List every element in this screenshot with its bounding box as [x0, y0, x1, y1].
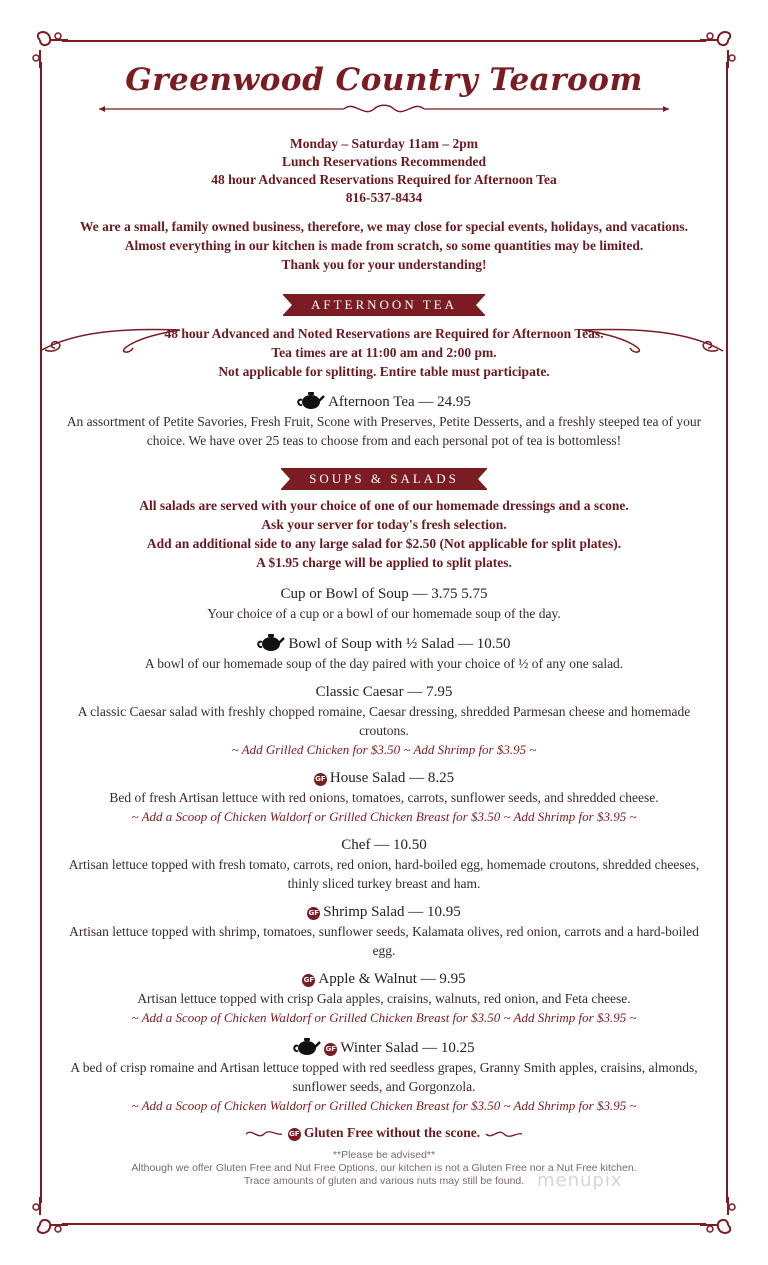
item-description: A classic Caesar salad with freshly chopped romaine, Caesar dressing, shredded Parmesan cheese and homemade croutons. — [77, 704, 691, 738]
item-name: Winter Salad — 10.25 — [340, 1040, 475, 1056]
reservation-line: Lunch Reservations Recommended — [282, 154, 486, 169]
menu-item-soup — [60, 584, 708, 623]
note-line: All salads are served with your choice of one of our homemade dressings and a scone. — [139, 498, 629, 513]
item-addon: ~ Add a Scoop of Chicken Waldorf or Grilled Chicken Breast for $3.50 ~ Add Shrimp for $3.95 ~ — [131, 809, 637, 824]
flourish-right-icon — [578, 326, 728, 356]
soups-salads-notes — [60, 496, 708, 572]
notice-line: We are a small, family owned business, therefore, we may close for special events, holidays, and vacations. — [80, 219, 688, 234]
gf-badge-icon: GF — [302, 974, 315, 987]
item-description: A bowl of our homemade soup of the day paired with your choice of ½ of any one salad. — [144, 656, 624, 671]
item-description: Artisan lettuce topped with crisp Gala apples, craisins, walnuts, red onion, and Feta cheese. — [137, 991, 631, 1006]
tea-reservation-line: 48 hour Advanced Reservations Required for Afternoon Tea — [211, 172, 557, 187]
note-line: 48 hour Advanced and Noted Reservations are Required for Afternoon Teas. — [164, 326, 604, 341]
note-line: Not applicable for splitting. Entire table must participate. — [218, 364, 550, 379]
flourish-left-icon — [35, 326, 185, 356]
gf-badge-icon: GF — [307, 907, 320, 920]
section-banner: AFTERNOON TEA — [283, 294, 485, 316]
advisory-line: **Please be advised** — [332, 1149, 436, 1161]
soups-salads-header — [60, 468, 708, 490]
item-name: Apple & Walnut — 9.95 — [318, 971, 466, 987]
title-divider-icon — [99, 100, 669, 118]
item-name: Bowl of Soup with ½ Salad — 10.50 — [288, 636, 511, 652]
menu-item-apple-walnut — [60, 969, 708, 1027]
corner-swirl-icon — [28, 1197, 68, 1237]
afternoon-tea-header — [60, 294, 708, 316]
item-name: Cup or Bowl of Soup — 3.75 5.75 — [280, 586, 488, 602]
item-name: Classic Caesar — 7.95 — [315, 684, 453, 700]
corner-swirl-icon — [700, 1197, 740, 1237]
advisory-line: Trace amounts of gluten and various nuts may still be found. — [243, 1175, 525, 1187]
watermark: menupix — [537, 1170, 623, 1191]
teapot-icon — [293, 1036, 321, 1056]
teapot-icon — [297, 390, 325, 410]
item-addon: ~ Add a Scoop of Chicken Waldorf or Grilled Chicken Breast for $3.50 ~ Add Shrimp for $3.95 ~ — [131, 1098, 637, 1113]
gf-legend — [60, 1125, 708, 1141]
menu-item-caesar — [60, 682, 708, 759]
notice-line: Thank you for your understanding! — [281, 257, 487, 272]
item-description: An assortment of Petite Savories, Fresh Fruit, Scone with Preserves, Petite Desserts, and a freshly steeped tea of your choice. We have over 25 teas to choose from and each personal pot of tea is bottomless! — [66, 414, 702, 448]
swirl-ornament-icon — [484, 1128, 524, 1140]
teapot-icon — [257, 632, 285, 652]
menu-item-winter-salad — [60, 1036, 708, 1115]
menu-item-chef — [60, 835, 708, 893]
item-name: House Salad — 8.25 — [329, 770, 455, 786]
item-description: Artisan lettuce topped with shrimp, tomatoes, sunflower seeds, Kalamata olives, red onion, carrots and a hard-boiled egg. — [69, 924, 699, 958]
menu-item-afternoon-tea — [60, 390, 708, 450]
phone-number[interactable]: 816-537-8434 — [345, 190, 423, 205]
gf-badge-icon: GF — [314, 773, 327, 786]
menu-item-shrimp-salad — [60, 902, 708, 960]
item-name: Shrimp Salad — 10.95 — [323, 904, 461, 920]
item-addon: ~ Add Grilled Chicken for $3.50 ~ Add Shrimp for $3.95 ~ — [231, 742, 537, 757]
menu-item-soup-salad — [60, 632, 708, 673]
menu-item-house-salad — [60, 768, 708, 826]
item-name: Chef — 10.50 — [341, 837, 427, 853]
item-description: A bed of crisp romaine and Artisan lettuce topped with red seedless grapes, Granny Smith apples, craisins, almonds, sunflower seeds, and Gorgonzola. — [70, 1060, 698, 1094]
gf-legend-text: Gluten Free without the scone. — [303, 1125, 481, 1140]
note-line: Tea times are at 11:00 am and 2:00 pm. — [271, 345, 497, 360]
menu-content — [60, 62, 708, 1188]
notice-block — [60, 217, 708, 274]
note-line: Ask your server for today's fresh selection. — [261, 517, 507, 532]
note-line: Add an additional side to any large salad for $2.50 (Not applicable for split plates). — [146, 536, 622, 551]
item-name: Afternoon Tea — 24.95 — [328, 394, 471, 410]
item-addon: ~ Add a Scoop of Chicken Waldorf or Grilled Chicken Breast for $3.50 ~ Add Shrimp for $3.95 ~ — [131, 1010, 637, 1025]
advisory-line: Although we offer Gluten Free and Nut Free Options, our kitchen is not a Gluten Free nor a Nut Free kitchen. — [131, 1162, 637, 1174]
hours-line: Monday – Saturday 11am – 2pm — [290, 136, 478, 151]
item-description: Bed of fresh Artisan lettuce with red onions, tomatoes, carrots, sunflower seeds, and shredded cheese. — [109, 790, 659, 805]
page-title: Greenwood Country Tearoom — [125, 62, 643, 98]
gf-badge-icon: GF — [324, 1043, 337, 1056]
hours-block — [60, 135, 708, 207]
swirl-ornament-icon — [244, 1128, 284, 1140]
item-description: Artisan lettuce topped with fresh tomato, carrots, red onion, hard-boiled egg, homemade croutons, shredded cheeses, thinly sliced turkey breast and ham. — [68, 857, 700, 891]
note-line: A $1.95 charge will be applied to split plates. — [256, 555, 512, 570]
notice-line: Almost everything in our kitchen is made from scratch, so some quantities may be limited. — [124, 238, 644, 253]
gf-badge-icon: GF — [288, 1128, 301, 1141]
section-banner: SOUPS & SALADS — [281, 468, 487, 490]
item-description: Your choice of a cup or a bowl of our homemade soup of the day. — [207, 606, 561, 621]
